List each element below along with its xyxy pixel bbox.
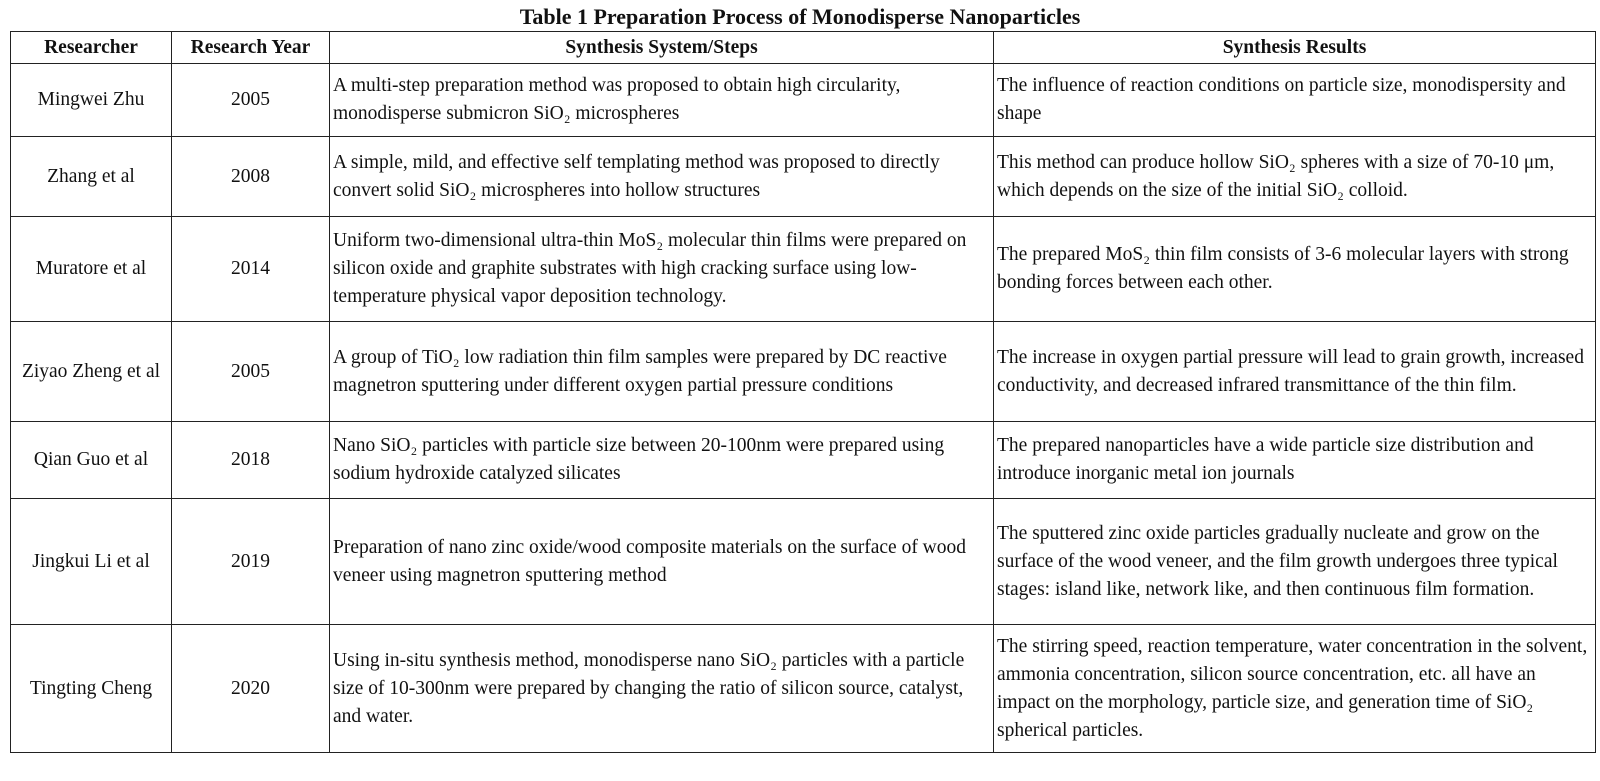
cell-results: The sputtered zinc oxide particles gradually nucleate and grow on the surface of the wood veneer, and the film growth undergoes three typical stages: island like, network like, and then continuous film formation. — [994, 499, 1596, 625]
cell-researcher: Muratore et al — [11, 217, 172, 322]
cell-year: 2005 — [172, 64, 330, 137]
table-title: Table 1 Preparation Process of Monodisperse Nanoparticles — [519, 4, 1081, 29]
cell-steps: Preparation of nano zinc oxide/wood composite materials on the surface of wood veneer using magnetron sputtering method — [330, 499, 994, 625]
cell-results: The prepared nanoparticles have a wide particle size distribution and introduce inorganic metal ion journals — [994, 422, 1596, 499]
nanoparticle-preparation-table — [10, 31, 1596, 753]
cell-researcher: Zhang et al — [11, 137, 172, 217]
cell-results: The prepared MoS₂ thin film consists of 3-6 molecular layers with strong bonding forces between each other. — [994, 217, 1596, 322]
cell-year: 2019 — [172, 499, 330, 625]
table-row — [11, 217, 1596, 322]
cell-results: The increase in oxygen partial pressure will lead to grain growth, increased conductivity, and decreased infrared transmittance of the thin film. — [994, 322, 1596, 422]
cell-results: This method can produce hollow SiO₂ spheres with a size of 70-10 μm, which depends on the size of the initial SiO₂ colloid. — [994, 137, 1596, 217]
cell-researcher: Qian Guo et al — [11, 422, 172, 499]
table-row — [11, 322, 1596, 422]
table-row — [11, 499, 1596, 625]
cell-year: 2008 — [172, 137, 330, 217]
table-header-row — [11, 32, 1596, 64]
cell-steps: A group of TiO₂ low radiation thin film samples were prepared by DC reactive magnetron sputtering under different oxygen partial pressure conditions — [330, 322, 994, 422]
cell-researcher: Tingting Cheng — [11, 625, 172, 753]
table-row — [11, 64, 1596, 137]
header-research-year: Research Year — [172, 32, 330, 64]
cell-year: 2020 — [172, 625, 330, 753]
cell-steps: A simple, mild, and effective self templating method was proposed to directly convert solid SiO₂ microspheres into hollow structures — [330, 137, 994, 217]
cell-researcher: Jingkui Li et al — [11, 499, 172, 625]
header-researcher: Researcher — [11, 32, 172, 64]
cell-researcher: Mingwei Zhu — [11, 64, 172, 137]
cell-results: The influence of reaction conditions on particle size, monodispersity and shape — [994, 64, 1596, 137]
cell-year: 2014 — [172, 217, 330, 322]
cell-year: 2005 — [172, 322, 330, 422]
table-row — [11, 625, 1596, 753]
cell-year: 2018 — [172, 422, 330, 499]
header-synthesis-results: Synthesis Results — [994, 32, 1596, 64]
table-row — [11, 422, 1596, 499]
cell-steps: Using in-situ synthesis method, monodisperse nano SiO₂ particles with a particle size of 10-300nm were prepared by changing the ratio of silicon source, catalyst, and water. — [330, 625, 994, 753]
cell-steps: Nano SiO₂ particles with particle size between 20-100nm were prepared using sodium hydroxide catalyzed silicates — [330, 422, 994, 499]
cell-steps: Uniform two-dimensional ultra-thin MoS₂ molecular thin films were prepared on silicon oxide and graphite substrates with high cracking surface using low-temperature physical vapor deposition technology. — [330, 217, 994, 322]
cell-results: The stirring speed, reaction temperature, water concentration in the solvent, ammonia concentration, silicon source concentration, etc. all have an impact on the morphology, particle size, and generation time of SiO₂ spherical particles. — [994, 625, 1596, 753]
cell-researcher: Ziyao Zheng et al — [11, 322, 172, 422]
table-row — [11, 137, 1596, 217]
cell-steps: A multi-step preparation method was proposed to obtain high circularity, monodisperse submicron SiO₂ microspheres — [330, 64, 994, 137]
header-synthesis-steps: Synthesis System/Steps — [330, 32, 994, 64]
